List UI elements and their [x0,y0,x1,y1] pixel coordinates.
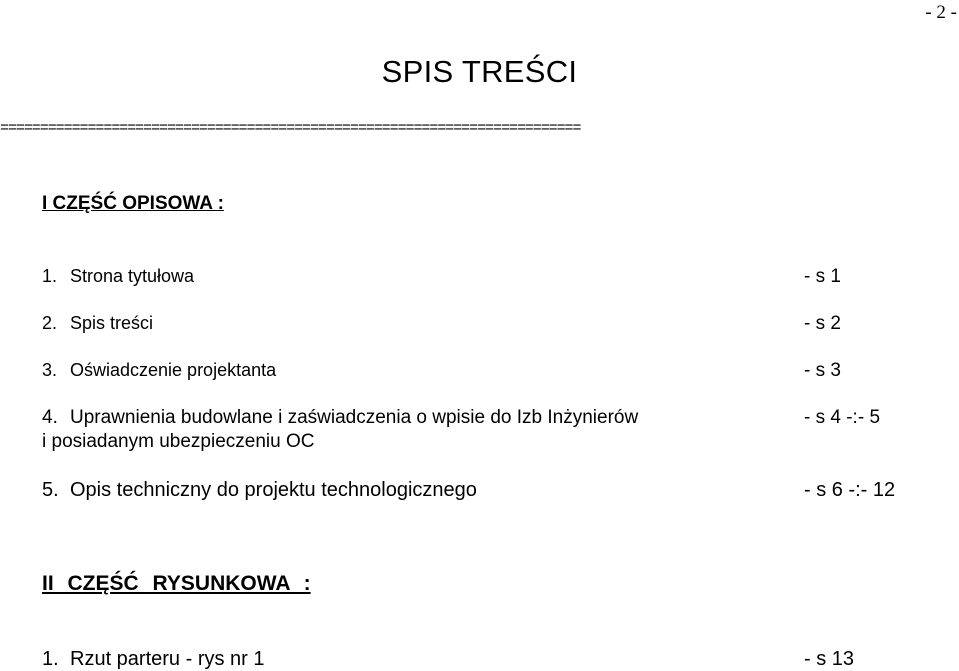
toc-entry-text: Spis treści [70,313,154,333]
toc-entry-number: 2. [42,313,58,333]
document-title: SPIS TREŚCI [381,54,578,89]
toc-entry-4-continuation: i posiadanym ubezpieczeniu OC [42,431,315,452]
separator-line: ========================================================================= [0,120,581,137]
toc-entry-4-page: - s 4 -:- 5 [804,407,881,428]
toc-entry-text: Rzut parteru - rys nr 1 [70,648,265,670]
toc-entry-number: 4. [42,407,58,428]
toc-entry-1-page: - s 1 [804,266,841,287]
toc-entry-text: Opis techniczny do projektu technologicznego [70,479,477,501]
toc-entry-number: 1. [42,266,58,286]
toc-entry-text: Oświadczenie projektanta [70,360,277,380]
toc-entry-1 [42,266,194,287]
toc-entry-text: Uprawnienia budowlane i zaświadczenia o wpisie do Izb Inżynierów [70,407,639,428]
toc-entry-3-page: - s 3 [804,360,841,381]
toc-drawing-entry-1-page: - s 13 [804,648,855,670]
toc-entry-3 [42,360,276,381]
toc-entry-2 [42,313,153,334]
section-heading-part2: II CZĘŚĆ RYSUNKOWA : [42,572,311,595]
toc-entry-number: 3. [42,360,58,380]
toc-entry-text: Strona tytułowa [70,266,195,286]
toc-entry-number: 5. [42,479,59,501]
page-number: - 2 - [925,2,957,23]
toc-entry-2-page: - s 2 [804,313,841,334]
toc-entry-4 [42,407,638,429]
toc-entry-number: 1. [42,648,59,670]
section-heading-part1: I CZĘŚĆ OPISOWA : [42,193,224,214]
toc-entry-5 [42,479,477,502]
toc-drawing-entry-1 [42,648,265,671]
toc-entry-5-page: - s 6 -:- 12 [804,479,896,501]
